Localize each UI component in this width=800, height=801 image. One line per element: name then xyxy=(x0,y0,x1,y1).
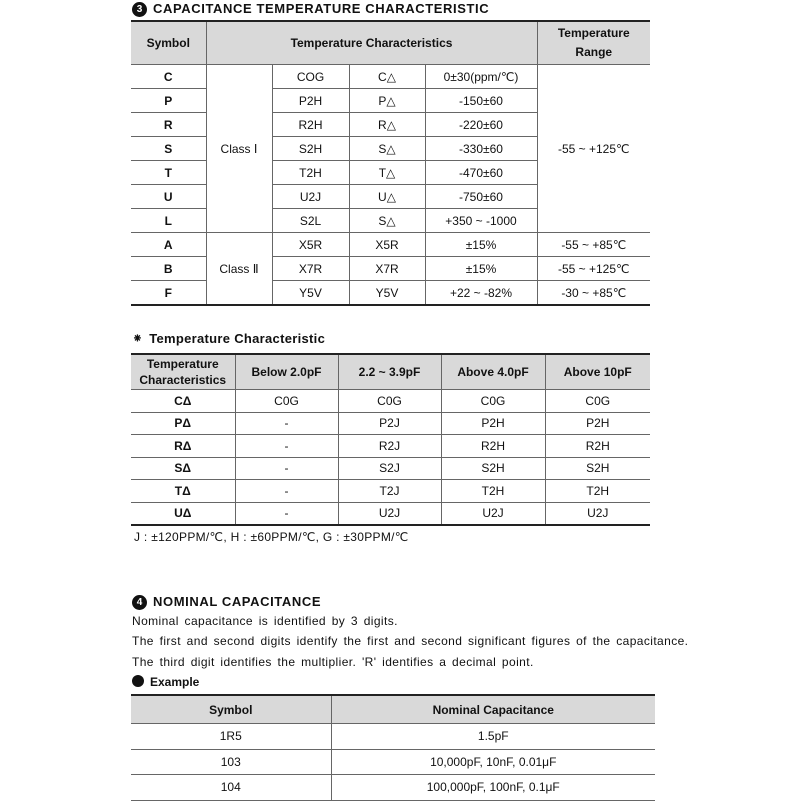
header-symbol: Symbol xyxy=(131,21,206,65)
value-cell: S2J xyxy=(338,457,441,480)
temperature-characteristic-table xyxy=(131,353,650,526)
symbol-cell: L xyxy=(131,209,206,233)
value-cell: -470±60 xyxy=(425,161,537,185)
description-line-3: The third digit identifies the multiplier. 'R' identifies a decimal point. xyxy=(132,655,534,669)
value-cell: S2H xyxy=(441,457,545,480)
header-above-4pf: Above 4.0pF xyxy=(441,354,545,390)
value-cell: P2H xyxy=(441,412,545,435)
value-cell: U2J xyxy=(441,502,545,525)
symbol-cell: C xyxy=(131,65,206,89)
code-cell: X7R xyxy=(272,257,349,281)
code-cell: Y5V xyxy=(272,281,349,306)
value-cell: C0G xyxy=(441,390,545,413)
sub-symbol-cell: S△ xyxy=(349,209,425,233)
value-cell: S2H xyxy=(545,457,650,480)
characteristic-cell: RΔ xyxy=(131,435,235,458)
table-row xyxy=(131,435,650,458)
range-cell: -30 ~ +85℃ xyxy=(537,281,650,306)
header-temperature-characteristics: Temperature Characteristics xyxy=(206,21,537,65)
section-4-title-text: NOMINAL CAPACITANCE xyxy=(153,594,322,609)
sub-symbol-cell: X7R xyxy=(349,257,425,281)
characteristic-cell: PΔ xyxy=(131,412,235,435)
sub-symbol-cell: P△ xyxy=(349,89,425,113)
value-cell: - xyxy=(235,457,338,480)
table-header-row xyxy=(131,21,650,65)
table-row xyxy=(131,502,650,525)
capacitance-cell: 10,000pF, 10nF, 0.01μF xyxy=(331,749,655,775)
header-below-2pf: Below 2.0pF xyxy=(235,354,338,390)
value-cell: +22 ~ -82% xyxy=(425,281,537,306)
range-cell: -55 ~ +125℃ xyxy=(537,257,650,281)
table-row xyxy=(131,390,650,413)
characteristic-cell: SΔ xyxy=(131,457,235,480)
section-3-title xyxy=(132,1,489,17)
value-cell: ±15% xyxy=(425,233,537,257)
characteristic-cell: CΔ xyxy=(131,390,235,413)
temperature-characteristic-title-text: Temperature Characteristic xyxy=(149,331,326,346)
section-4-title xyxy=(132,594,321,610)
circled-number-4-icon: 4 xyxy=(132,595,147,610)
symbol-cell: A xyxy=(131,233,206,257)
code-cell: COG xyxy=(272,65,349,89)
class-1-cell: Class Ⅰ xyxy=(206,65,272,233)
code-cell: P2H xyxy=(272,89,349,113)
example-label: Example xyxy=(150,675,200,689)
sub-symbol-cell: R△ xyxy=(349,113,425,137)
class-2-cell: Class Ⅱ xyxy=(206,233,272,306)
temperature-characteristic-title xyxy=(132,331,325,347)
header-temperature-characteristics: Temperature Characteristics xyxy=(131,354,235,390)
value-cell: U2J xyxy=(545,502,650,525)
symbol-cell: 103 xyxy=(131,749,331,775)
value-cell: +350 ~ -1000 xyxy=(425,209,537,233)
example-heading xyxy=(132,675,199,689)
value-cell: P2J xyxy=(338,412,441,435)
symbol-cell: 1R5 xyxy=(131,724,331,750)
capacitance-cell: 1.5pF xyxy=(331,724,655,750)
value-cell: ±15% xyxy=(425,257,537,281)
value-cell: - xyxy=(235,435,338,458)
table-row xyxy=(131,457,650,480)
value-cell: U2J xyxy=(338,502,441,525)
value-cell: -220±60 xyxy=(425,113,537,137)
value-cell: T2H xyxy=(545,480,650,503)
code-cell: U2J xyxy=(272,185,349,209)
value-cell: -330±60 xyxy=(425,137,537,161)
sub-symbol-cell: Y5V xyxy=(349,281,425,306)
value-cell: -750±60 xyxy=(425,185,537,209)
sub-symbol-cell: X5R xyxy=(349,233,425,257)
code-cell: S2H xyxy=(272,137,349,161)
table-header-row xyxy=(131,354,650,390)
sub-symbol-cell: C△ xyxy=(349,65,425,89)
description-line-1: Nominal capacitance is identified by 3 digits. xyxy=(132,614,398,628)
asterisk-icon: ⁕ xyxy=(132,331,144,346)
characteristic-cell: TΔ xyxy=(131,480,235,503)
symbol-cell: T xyxy=(131,161,206,185)
sub-symbol-cell: U△ xyxy=(349,185,425,209)
capacitance-temperature-table xyxy=(131,20,650,306)
table-header-row xyxy=(131,695,655,724)
value-cell: P2H xyxy=(545,412,650,435)
symbol-cell: F xyxy=(131,281,206,306)
section-3-title-text: CAPACITANCE TEMPERATURE CHARACTERISTIC xyxy=(153,1,490,16)
class-1-range-cell: -55 ~ +125℃ xyxy=(537,65,650,233)
value-cell: - xyxy=(235,502,338,525)
value-cell: C0G xyxy=(545,390,650,413)
symbol-cell: S xyxy=(131,137,206,161)
code-cell: T2H xyxy=(272,161,349,185)
nominal-capacitance-table xyxy=(131,694,655,801)
value-cell: -150±60 xyxy=(425,89,537,113)
table-row xyxy=(131,412,650,435)
value-cell: R2H xyxy=(545,435,650,458)
table-row xyxy=(131,749,655,775)
bullet-icon xyxy=(132,675,144,687)
symbol-cell: U xyxy=(131,185,206,209)
value-cell: C0G xyxy=(235,390,338,413)
header-temperature-range: Temperature Range xyxy=(537,21,650,65)
circled-number-3-icon: 3 xyxy=(132,2,147,17)
header-symbol: Symbol xyxy=(131,695,331,724)
range-cell: -55 ~ +85℃ xyxy=(537,233,650,257)
value-cell: R2J xyxy=(338,435,441,458)
value-cell: C0G xyxy=(338,390,441,413)
symbol-cell: P xyxy=(131,89,206,113)
symbol-cell: B xyxy=(131,257,206,281)
symbol-cell: R xyxy=(131,113,206,137)
value-cell: T2J xyxy=(338,480,441,503)
table-row xyxy=(131,480,650,503)
tolerance-note: J : ±120PPM/℃, H : ±60PPM/℃, G : ±30PPM/℃ xyxy=(134,530,409,544)
table-row xyxy=(131,724,655,750)
table-row xyxy=(131,233,650,257)
header-above-10pf: Above 10pF xyxy=(545,354,650,390)
table-row xyxy=(131,775,655,801)
header-2-2-3-9pf: 2.2 ~ 3.9pF xyxy=(338,354,441,390)
code-cell: S2L xyxy=(272,209,349,233)
capacitance-cell: 100,000pF, 100nF, 0.1μF xyxy=(331,775,655,801)
description-line-2: The first and second digits identify the first and second significant figures of the capacitance. xyxy=(132,634,689,648)
code-cell: R2H xyxy=(272,113,349,137)
table-row xyxy=(131,65,650,89)
value-cell: R2H xyxy=(441,435,545,458)
code-cell: X5R xyxy=(272,233,349,257)
value-cell: - xyxy=(235,412,338,435)
symbol-cell: 104 xyxy=(131,775,331,801)
sub-symbol-cell: T△ xyxy=(349,161,425,185)
sub-symbol-cell: S△ xyxy=(349,137,425,161)
characteristic-cell: UΔ xyxy=(131,502,235,525)
value-cell: - xyxy=(235,480,338,503)
header-nominal-capacitance: Nominal Capacitance xyxy=(331,695,655,724)
value-cell: T2H xyxy=(441,480,545,503)
value-cell: 0±30(ppm/℃) xyxy=(425,65,537,89)
